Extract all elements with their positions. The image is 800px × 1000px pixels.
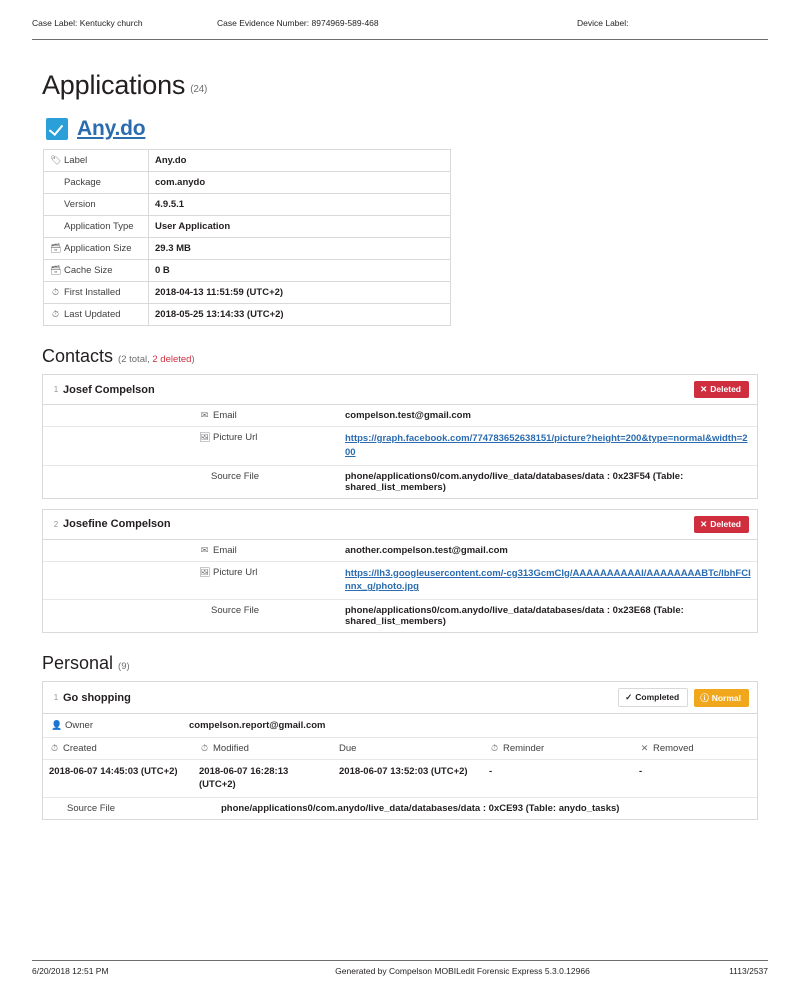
property-value: 4.9.5.1 bbox=[149, 194, 451, 216]
close-icon: ✕ bbox=[700, 518, 708, 529]
table-row bbox=[44, 216, 451, 238]
status-badge-label: Deleted bbox=[710, 518, 741, 529]
header-device-key: Device Label: bbox=[577, 18, 629, 28]
contacts-count bbox=[118, 354, 195, 365]
picture-url-link[interactable]: https://lh3.googleusercontent.com/-cg313GcmClg/AAAAAAAAAAI/AAAAAAAABTc/lbhFCInnx_g/photo.jpg bbox=[339, 561, 757, 600]
contacts-heading bbox=[42, 346, 758, 367]
column-header-modified bbox=[193, 738, 333, 760]
detail-key: Picture Url bbox=[213, 432, 258, 443]
detail-key: Picture Url bbox=[213, 566, 258, 578]
column-header-due bbox=[333, 738, 483, 760]
task-card bbox=[42, 681, 758, 820]
task-due-value: 2018-06-07 13:52:03 (UTC+2) bbox=[339, 766, 468, 778]
task-owner-label-cell bbox=[51, 720, 189, 731]
contact-name: Josef Compelson bbox=[63, 383, 155, 396]
app-title-row bbox=[46, 117, 758, 141]
footer-page-number: 1113/2537 bbox=[729, 966, 768, 976]
spacer-cell bbox=[43, 405, 193, 427]
property-key-cell bbox=[44, 150, 149, 172]
property-key-cell bbox=[44, 238, 149, 260]
close-icon: ✕ bbox=[700, 384, 708, 394]
spacer-cell bbox=[43, 540, 193, 562]
property-key-cell bbox=[44, 304, 149, 326]
table-row bbox=[44, 150, 451, 172]
detail-key-cell bbox=[193, 405, 339, 427]
column-header-due-label: Due bbox=[339, 743, 357, 755]
status-badge bbox=[694, 381, 749, 398]
detail-key: Source File bbox=[193, 600, 339, 633]
report-content bbox=[42, 56, 758, 830]
personal-heading bbox=[42, 653, 758, 674]
priority-badge bbox=[694, 689, 749, 707]
property-value: 29.3 MB bbox=[149, 238, 451, 260]
task-owner-row bbox=[43, 714, 757, 738]
contact-details-table bbox=[43, 405, 757, 498]
spacer-cell bbox=[43, 427, 193, 466]
table-row bbox=[44, 260, 451, 282]
page-footer bbox=[32, 960, 768, 976]
detail-key: Email bbox=[213, 544, 237, 556]
detail-value: another.compelson.test@gmail.com bbox=[345, 544, 508, 556]
contact-details-table bbox=[43, 540, 757, 633]
table-row bbox=[44, 194, 451, 216]
detail-value: phone/applications0/com.anydo/live_data/databases/data : 0x23F54 (Table: shared_list_members) bbox=[339, 465, 757, 498]
table-row bbox=[44, 172, 451, 194]
table-row bbox=[43, 405, 757, 427]
contact-card-header bbox=[43, 510, 757, 540]
table-row bbox=[44, 304, 451, 326]
property-key: First Installed bbox=[64, 287, 121, 298]
task-source-file-row bbox=[43, 797, 757, 819]
email-icon: ✉ bbox=[200, 544, 209, 555]
contacts-count-suffix: ) bbox=[191, 354, 195, 365]
clock-icon: ⏱ bbox=[200, 743, 209, 754]
property-value: 2018-04-13 11:51:59 (UTC+2) bbox=[149, 282, 451, 304]
property-key-cell bbox=[44, 282, 149, 304]
footer-date: 6/20/2018 12:51 PM bbox=[32, 966, 109, 976]
detail-key: Email bbox=[213, 410, 237, 421]
personal-title: Personal bbox=[42, 653, 114, 674]
property-key: Application Size bbox=[64, 243, 132, 254]
column-header-modified-label: Modified bbox=[213, 743, 249, 755]
task-name: Go shopping bbox=[63, 691, 131, 704]
property-key-cell bbox=[44, 260, 149, 282]
property-value: 0 B bbox=[149, 260, 451, 282]
user-icon: 👤 bbox=[51, 720, 63, 731]
property-key: Package bbox=[44, 172, 149, 194]
picture-url-link[interactable]: https://graph.facebook.com/774783652638151/picture?height=200&type=normal&width=200 bbox=[339, 427, 757, 466]
completed-badge bbox=[618, 688, 688, 707]
header-evidence-value: 8974969-589-468 bbox=[311, 18, 379, 28]
detail-key: Source File bbox=[193, 465, 339, 498]
task-dates-table bbox=[43, 738, 757, 797]
applications-heading bbox=[42, 70, 758, 101]
completed-badge-label: Completed bbox=[635, 692, 680, 703]
task-index: 1 bbox=[53, 693, 59, 703]
app-name-link[interactable]: Any.do bbox=[77, 117, 146, 140]
tag-icon: 🏷 bbox=[50, 155, 62, 165]
property-value: 2018-05-25 13:14:33 (UTC+2) bbox=[149, 304, 451, 326]
column-header-removed-label: Removed bbox=[653, 743, 694, 755]
property-key: Application Type bbox=[44, 216, 149, 238]
property-value: User Application bbox=[149, 216, 451, 238]
contact-index: 2 bbox=[53, 519, 59, 529]
database-icon: 🗃 bbox=[50, 243, 62, 253]
table-header-row bbox=[43, 738, 757, 760]
contact-card-header bbox=[43, 375, 757, 405]
database-icon: 🗃 bbox=[50, 265, 62, 275]
property-key: Cache Size bbox=[64, 265, 113, 276]
detail-key-cell bbox=[193, 561, 339, 600]
priority-badge-label: Normal bbox=[711, 692, 741, 703]
spacer-cell bbox=[43, 600, 193, 633]
property-key: Last Updated bbox=[64, 309, 121, 320]
contact-index: 1 bbox=[53, 385, 59, 394]
clock-icon: ⏱ bbox=[490, 743, 499, 754]
column-header-created bbox=[43, 738, 193, 760]
header-case-label bbox=[32, 18, 217, 28]
table-row bbox=[43, 760, 757, 797]
task-removed-value: - bbox=[639, 766, 643, 778]
header-evidence-number bbox=[217, 18, 577, 28]
table-row bbox=[43, 465, 757, 498]
clock-icon: ⏱ bbox=[51, 309, 60, 319]
property-key: Version bbox=[44, 194, 149, 216]
task-reminder-value: - bbox=[489, 766, 493, 778]
page-header bbox=[32, 18, 768, 40]
clock-icon: ⏱ bbox=[51, 287, 60, 297]
image-icon: 🖼 bbox=[199, 566, 211, 577]
table-row bbox=[43, 600, 757, 633]
image-icon: 🖼 bbox=[199, 432, 211, 442]
contacts-title: Contacts bbox=[42, 346, 114, 366]
contact-name: Josefine Compelson bbox=[63, 518, 171, 531]
table-row bbox=[43, 561, 757, 600]
column-header-reminder bbox=[483, 738, 633, 760]
close-icon: ✕ bbox=[640, 743, 649, 754]
status-badge-label: Deleted bbox=[710, 384, 741, 394]
app-selected-checkbox[interactable] bbox=[46, 118, 68, 140]
header-case-label-key: Case Label: bbox=[32, 18, 78, 28]
application-properties-table bbox=[43, 149, 451, 326]
check-icon: ✓ bbox=[625, 692, 633, 703]
spacer-cell bbox=[43, 465, 193, 498]
contact-card bbox=[42, 509, 758, 634]
property-value: com.anydo bbox=[149, 172, 451, 194]
info-icon: ⓘ bbox=[700, 692, 709, 703]
task-card-header bbox=[43, 682, 757, 714]
footer-generated-by: Generated by Compelson MOBILedit Forensic Express 5.3.0.12966 bbox=[335, 966, 590, 976]
detail-value: compelson.test@gmail.com bbox=[345, 410, 471, 421]
header-case-label-value: Kentucky church bbox=[79, 18, 143, 28]
status-badge bbox=[694, 516, 749, 533]
column-header-reminder-label: Reminder bbox=[503, 743, 545, 755]
header-evidence-key: Case Evidence Number: bbox=[217, 18, 310, 28]
clock-icon: ⏱ bbox=[50, 743, 59, 754]
task-source-file-value: phone/applications0/com.anydo/live_data/databases/data : 0xCE93 (Table: anydo_tasks) bbox=[221, 802, 620, 814]
contact-card bbox=[42, 374, 758, 499]
column-header-removed bbox=[633, 738, 757, 760]
table-row bbox=[43, 427, 757, 466]
applications-count: (24) bbox=[190, 84, 208, 95]
table-row bbox=[44, 238, 451, 260]
contacts-count-prefix: (2 total, bbox=[118, 354, 153, 365]
detail-key-cell bbox=[193, 540, 339, 562]
header-device-label bbox=[577, 18, 768, 28]
property-key: Label bbox=[64, 155, 88, 166]
property-value: Any.do bbox=[149, 150, 451, 172]
table-row bbox=[43, 540, 757, 562]
spacer-cell bbox=[43, 561, 193, 600]
task-source-file-label: Source File bbox=[67, 802, 116, 814]
applications-title: Applications bbox=[42, 70, 186, 100]
detail-key-cell bbox=[193, 427, 339, 466]
email-icon: ✉ bbox=[200, 410, 209, 420]
task-modified-value: 2018-06-07 16:28:13 (UTC+2) bbox=[199, 766, 289, 791]
column-header-created-label: Created bbox=[63, 743, 97, 755]
contacts-count-deleted: 2 deleted bbox=[152, 354, 192, 365]
personal-count: (9) bbox=[118, 661, 130, 673]
table-row bbox=[44, 282, 451, 304]
task-owner-label: Owner bbox=[65, 720, 93, 732]
task-owner-value: compelson.report@gmail.com bbox=[189, 720, 326, 732]
detail-value: phone/applications0/com.anydo/live_data/databases/data : 0x23E68 (Table: shared_list_members) bbox=[339, 600, 757, 633]
task-created-value: 2018-06-07 14:45:03 (UTC+2) bbox=[49, 766, 178, 778]
